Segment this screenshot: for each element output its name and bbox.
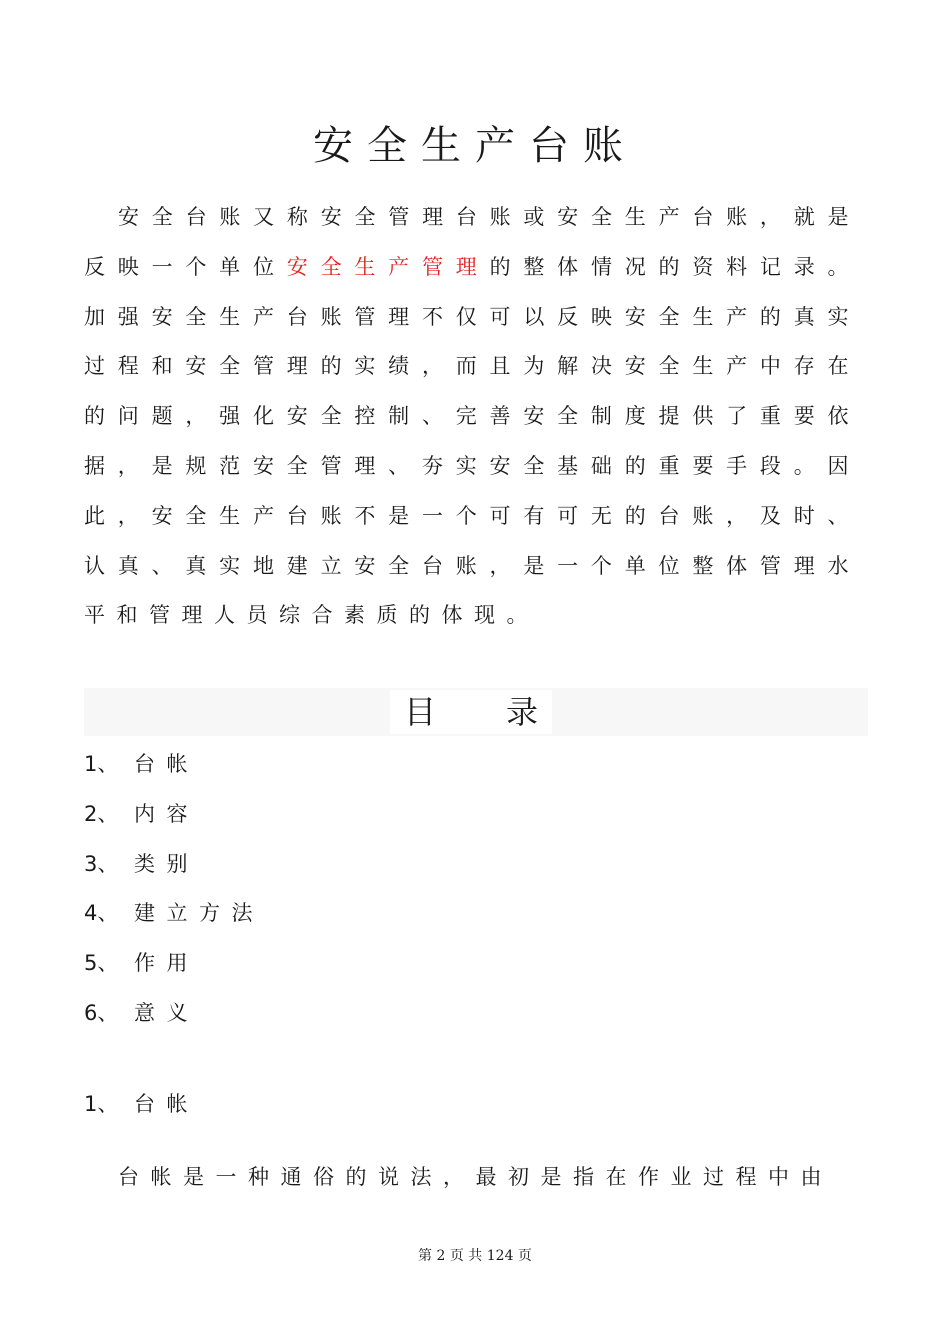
- toc-item-number: 2、: [84, 801, 119, 826]
- toc-title: [390, 690, 552, 734]
- toc-item[interactable]: [84, 740, 264, 790]
- section-1-number: 1、: [84, 1092, 119, 1116]
- toc-item-number: 5、: [84, 951, 119, 976]
- toc-item-number: 4、: [84, 901, 119, 926]
- toc-item-label: 台帐: [134, 752, 199, 776]
- toc-item-label: 类别: [134, 851, 199, 876]
- toc-item-label: 作用: [134, 951, 199, 976]
- section-1-paragraph: 台帐是一种通俗的说法，最初是指在作业过程中由: [118, 1165, 833, 1189]
- toc-item[interactable]: [84, 989, 264, 1039]
- toc-list: [84, 740, 264, 1039]
- toc-item-label: 意义: [134, 1000, 199, 1025]
- toc-item-number: 1、: [84, 752, 119, 776]
- intro-text-part2: 的整体情况的资料记录。加强安全生产台账管理不仅可以反映安全生产的真实过程和安全管理的实绩，而且为解决安全生产中存在的问题，强化安全控制、完善安全制度提供了重要依据，是规范安全管理、夯实安全基础的重要手段。因此，安全生产台账不是一个可有可无的台账，及时、认真、真实地建立安全台账，是一个单位整体管理水平和管理人员综合素质的体现。: [84, 254, 861, 628]
- toc-title-char-1: 目: [404, 693, 507, 731]
- toc-item-number: 3、: [84, 851, 119, 876]
- document-title: 安全生产台账: [313, 123, 637, 169]
- toc-item-number: 6、: [84, 1000, 119, 1025]
- toc-item[interactable]: [84, 790, 264, 840]
- toc-title-char-2: 录: [506, 693, 539, 731]
- section-1-title: 台帐: [134, 1092, 199, 1116]
- toc-item[interactable]: [84, 840, 264, 890]
- intro-text-part1: 安全台账又称安全管理台账或安全生产台账，就是反映一个单位: [84, 205, 860, 279]
- toc-item[interactable]: [84, 889, 264, 939]
- intro-highlight-link[interactable]: 安全生产管理: [286, 254, 490, 279]
- intro-paragraph: [84, 193, 860, 641]
- toc-item[interactable]: [84, 939, 264, 989]
- section-1-heading: [84, 1080, 199, 1130]
- page-footer: 第 2 页 共 124 页: [418, 1248, 532, 1264]
- toc-item-label: 内容: [134, 801, 199, 826]
- toc-item-label: 建立方法: [134, 901, 264, 926]
